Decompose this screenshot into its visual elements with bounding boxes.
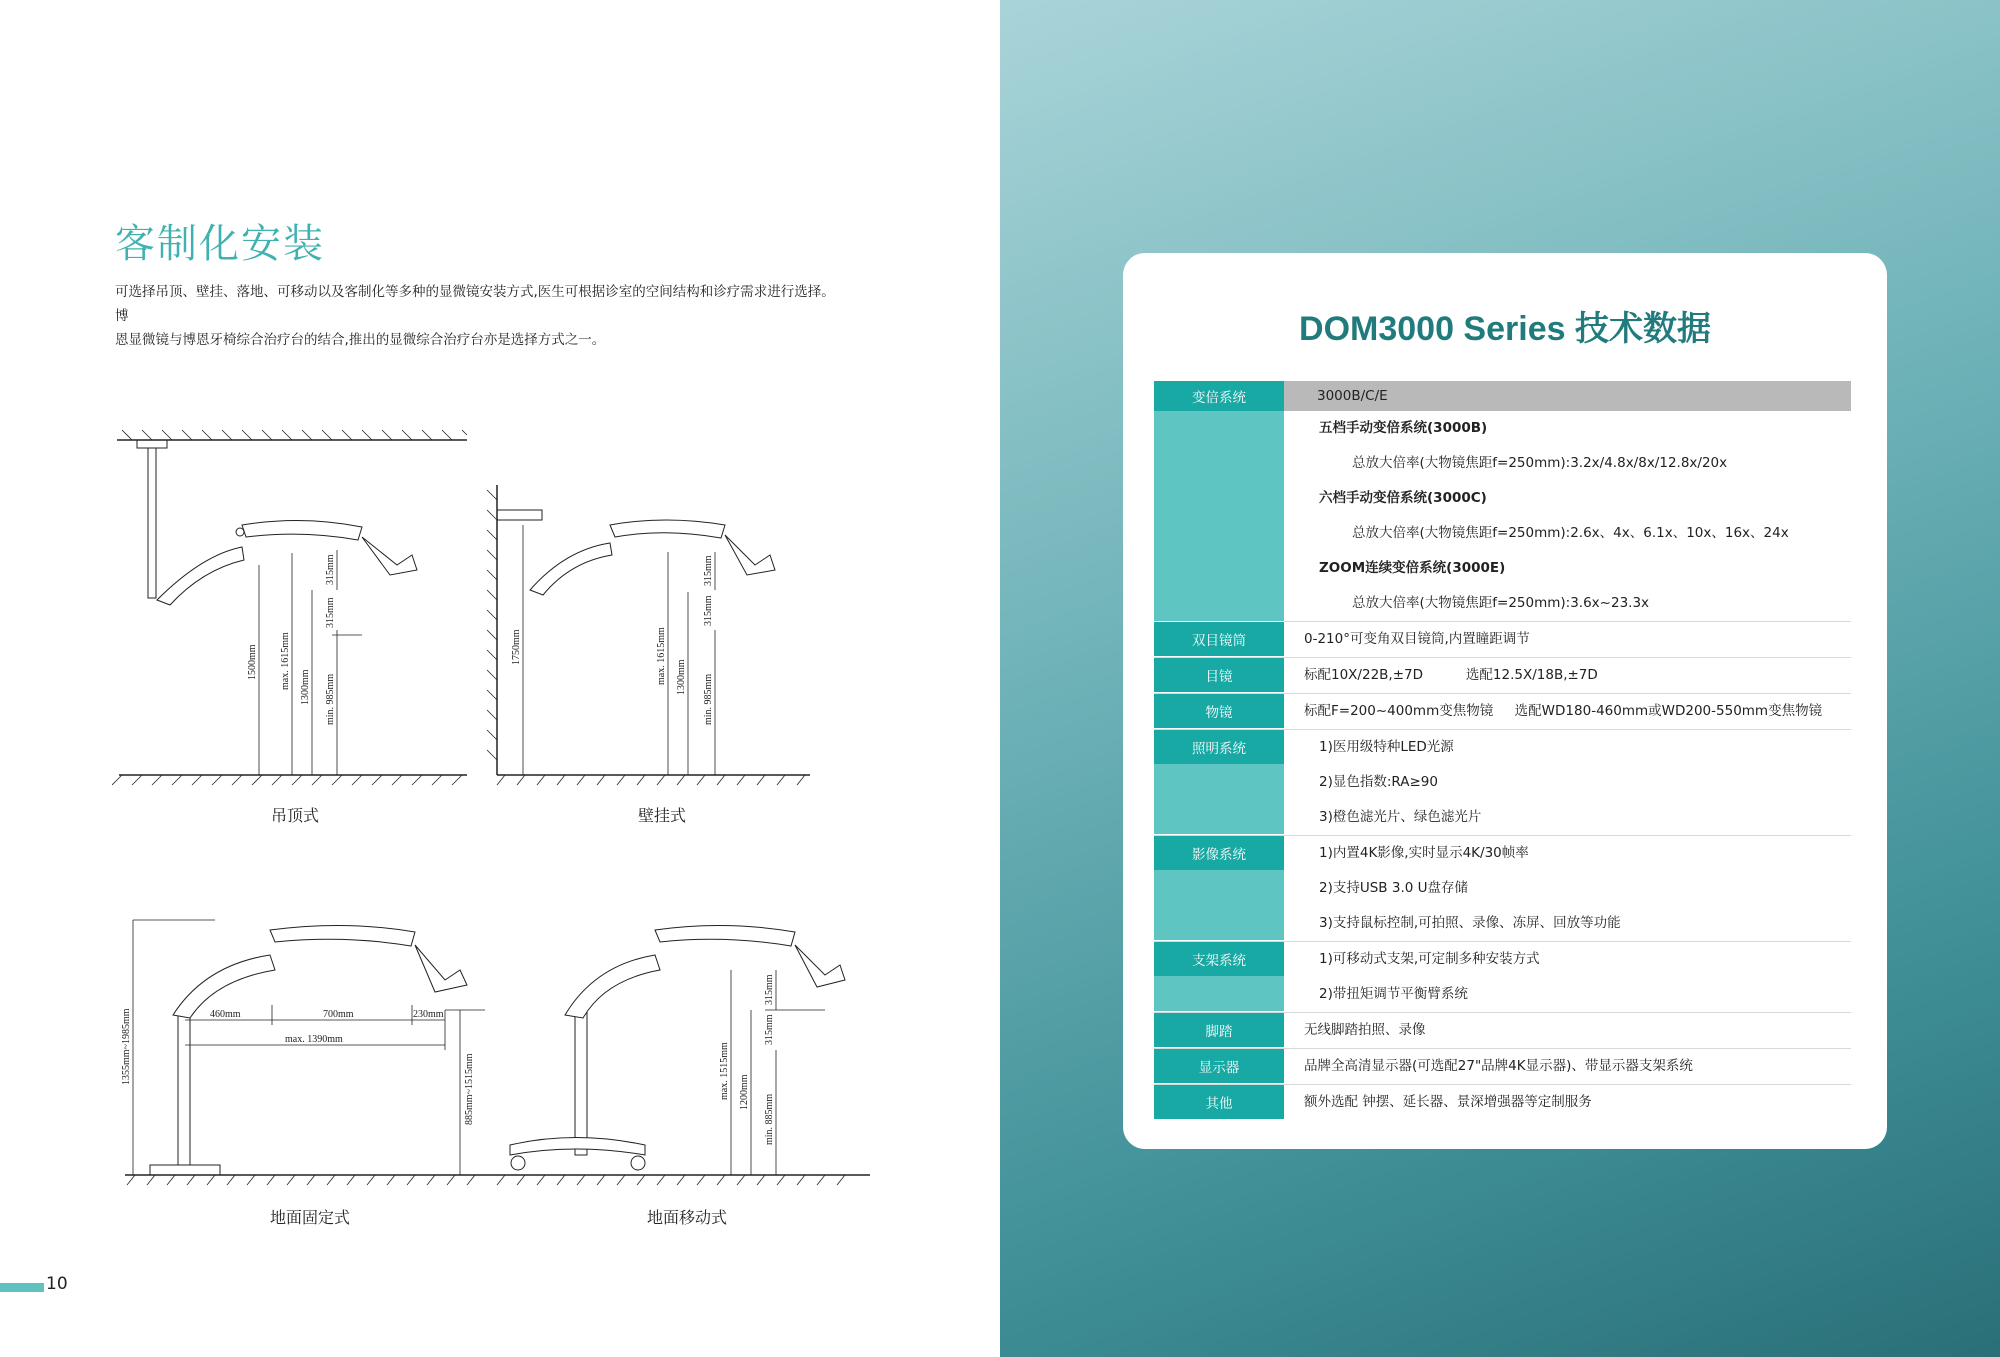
floor-mobile-dim-4: 315mm bbox=[764, 974, 775, 1005]
ceiling-mount-diagram bbox=[112, 425, 472, 795]
intro-text bbox=[115, 280, 835, 352]
spec-row-other bbox=[1154, 1085, 1851, 1120]
spec-value: 额外选配 钟摆、延长器、景深增强器等定制服务 bbox=[1304, 1094, 1592, 1110]
wall-dim-6: 315mm bbox=[703, 595, 714, 626]
floor-mobile-dim-3: min. 885mm bbox=[764, 1093, 775, 1145]
zoom-line-5: ZOOM连续变倍系统(3000E) bbox=[1319, 560, 1506, 576]
spec-label: 物镜 bbox=[1154, 694, 1284, 729]
zoom-line-6: 总放大倍率(大物镜焦距f=250mm):3.6x~23.3x bbox=[1352, 595, 1650, 611]
floor-mobile-diagram bbox=[495, 915, 875, 1190]
spec-row-imaging bbox=[1154, 836, 1851, 942]
spec-card bbox=[1123, 253, 1887, 1149]
wall-dim-3: 1300mm bbox=[676, 659, 687, 695]
intro-line-1: 可选择吊顶、壁挂、落地、可移动以及客制化等多种的显微镜安装方式,医生可根据诊室的空间结构和诊疗需求进行选择。博 bbox=[115, 284, 835, 324]
spec-label: 脚踏 bbox=[1154, 1013, 1284, 1048]
spec-label-empty bbox=[1154, 870, 1284, 941]
wall-mount-caption: 壁挂式 bbox=[637, 806, 686, 825]
floor-mobile-dim-5: 315mm bbox=[764, 1014, 775, 1045]
card-title: DOM3000 Series 技术数据 bbox=[1299, 310, 1711, 348]
spec-label: 照明系统 bbox=[1154, 730, 1284, 765]
page-number-bar bbox=[0, 1283, 44, 1292]
spec-row-stand bbox=[1154, 942, 1851, 1013]
imaging-line-2: 2)支持USB 3.0 U盘存储 bbox=[1319, 880, 1469, 896]
lighting-line-2: 2)显色指数:RA≥90 bbox=[1319, 774, 1438, 790]
spec-value: 无线脚踏拍照、录像 bbox=[1304, 1022, 1426, 1038]
ceiling-mount-caption: 吊顶式 bbox=[270, 806, 319, 825]
page-number: 10 bbox=[46, 1274, 68, 1294]
wall-mount-diagram bbox=[485, 480, 815, 790]
imaging-line-3: 3)支持鼠标控制,可拍照、录像、冻屏、回放等功能 bbox=[1319, 915, 1621, 931]
spec-row-zoom-detail bbox=[1154, 411, 1851, 622]
spec-label: 目镜 bbox=[1154, 658, 1284, 693]
floor-fixed-diagram bbox=[115, 910, 500, 1190]
spec-row-pedal bbox=[1154, 1013, 1851, 1049]
spec-label: 双目镜筒 bbox=[1154, 622, 1284, 657]
spec-label-empty bbox=[1154, 976, 1284, 1012]
stand-line-2: 2)带扭矩调节平衡臂系统 bbox=[1319, 986, 1468, 1002]
floor-mobile-caption: 地面移动式 bbox=[646, 1208, 727, 1227]
floor-fixed-dim-5: max. 1390mm bbox=[285, 1034, 343, 1045]
spec-row-display bbox=[1154, 1049, 1851, 1085]
spec-table bbox=[1154, 381, 1851, 1120]
spec-label: 显示器 bbox=[1154, 1049, 1284, 1084]
spec-label-empty bbox=[1154, 411, 1284, 622]
stand-line-1: 1)可移动式支架,可定制多种安装方式 bbox=[1319, 951, 1540, 967]
spec-value-list bbox=[1284, 411, 1851, 621]
floor-mobile-dim-2: 1200mm bbox=[739, 1074, 750, 1110]
ceiling-dim-2: max. 1615mm bbox=[280, 632, 291, 690]
spec-label: 变倍系统 bbox=[1154, 381, 1284, 412]
section-title: 客制化安装 bbox=[115, 221, 325, 267]
ceiling-dim-6: 315mm bbox=[325, 597, 336, 628]
spec-label: 支架系统 bbox=[1154, 942, 1284, 977]
ceiling-dim-4: min. 985mm bbox=[325, 673, 336, 725]
spec-row-binocular bbox=[1154, 622, 1851, 658]
spec-row-zoom bbox=[1154, 381, 1851, 411]
spec-value: 3000B/C/E bbox=[1284, 381, 1851, 411]
lighting-line-3: 3)橙色滤光片、绿色滤光片 bbox=[1319, 809, 1482, 825]
floor-fixed-dim-4: 230mm bbox=[413, 1009, 444, 1020]
ceiling-dim-1: 1500mm bbox=[247, 644, 258, 680]
floor-fixed-caption: 地面固定式 bbox=[269, 1208, 350, 1227]
wall-dim-4: min. 985mm bbox=[703, 673, 714, 725]
intro-line-2: 恩显微镜与博恩牙椅综合治疗台的结合,推出的显微综合治疗台亦是选择方式之一。 bbox=[115, 332, 606, 348]
floor-fixed-dim-1: 1355mm~1985mm bbox=[121, 1008, 132, 1085]
zoom-line-1: 五档手动变倍系统(3000B) bbox=[1319, 420, 1488, 436]
spec-label-empty bbox=[1154, 764, 1284, 835]
spec-row-lighting bbox=[1154, 730, 1851, 836]
zoom-line-2: 总放大倍率(大物镜焦距f=250mm):3.2x/4.8x/8x/12.8x/20x bbox=[1352, 455, 1728, 471]
floor-mobile-dim-1: max. 1515mm bbox=[719, 1042, 730, 1100]
floor-fixed-dim-3: 700mm bbox=[323, 1009, 354, 1020]
lighting-line-1: 1)医用级特种LED光源 bbox=[1319, 739, 1454, 755]
wall-dim-1: 1750mm bbox=[511, 629, 522, 665]
floor-fixed-dim-2: 460mm bbox=[210, 1009, 241, 1020]
imaging-line-1: 1)内置4K影像,实时显示4K/30帧率 bbox=[1319, 845, 1529, 861]
spec-value: 品牌全高清显示器(可选配27"品牌4K显示器)、带显示器支架系统 bbox=[1304, 1058, 1693, 1074]
spec-value: 标配10X/22B,±7D 选配12.5X/18B,±7D bbox=[1304, 667, 1598, 683]
spec-value: 标配F=200~400mm变焦物镜 选配WD180-460mm或WD200-550mm变焦物镜 bbox=[1304, 703, 1823, 719]
wall-dim-5: 315mm bbox=[703, 555, 714, 586]
ceiling-dim-5: 315mm bbox=[325, 554, 336, 585]
ceiling-dim-3: 1300mm bbox=[300, 669, 311, 705]
spec-label: 影像系统 bbox=[1154, 836, 1284, 871]
wall-dim-2: max. 1615mm bbox=[656, 627, 667, 685]
spec-row-eyepiece bbox=[1154, 658, 1851, 694]
spec-label: 其他 bbox=[1154, 1085, 1284, 1120]
floor-fixed-dim-6: 885mm~1515mm bbox=[464, 1053, 475, 1125]
spec-row-objective bbox=[1154, 694, 1851, 730]
zoom-line-3: 六档手动变倍系统(3000C) bbox=[1319, 490, 1487, 506]
zoom-line-4: 总放大倍率(大物镜焦距f=250mm):2.6x、4x、6.1x、10x、16x、24x bbox=[1352, 525, 1789, 541]
spec-value: 0-210°可变角双目镜筒,内置瞳距调节 bbox=[1304, 631, 1530, 647]
